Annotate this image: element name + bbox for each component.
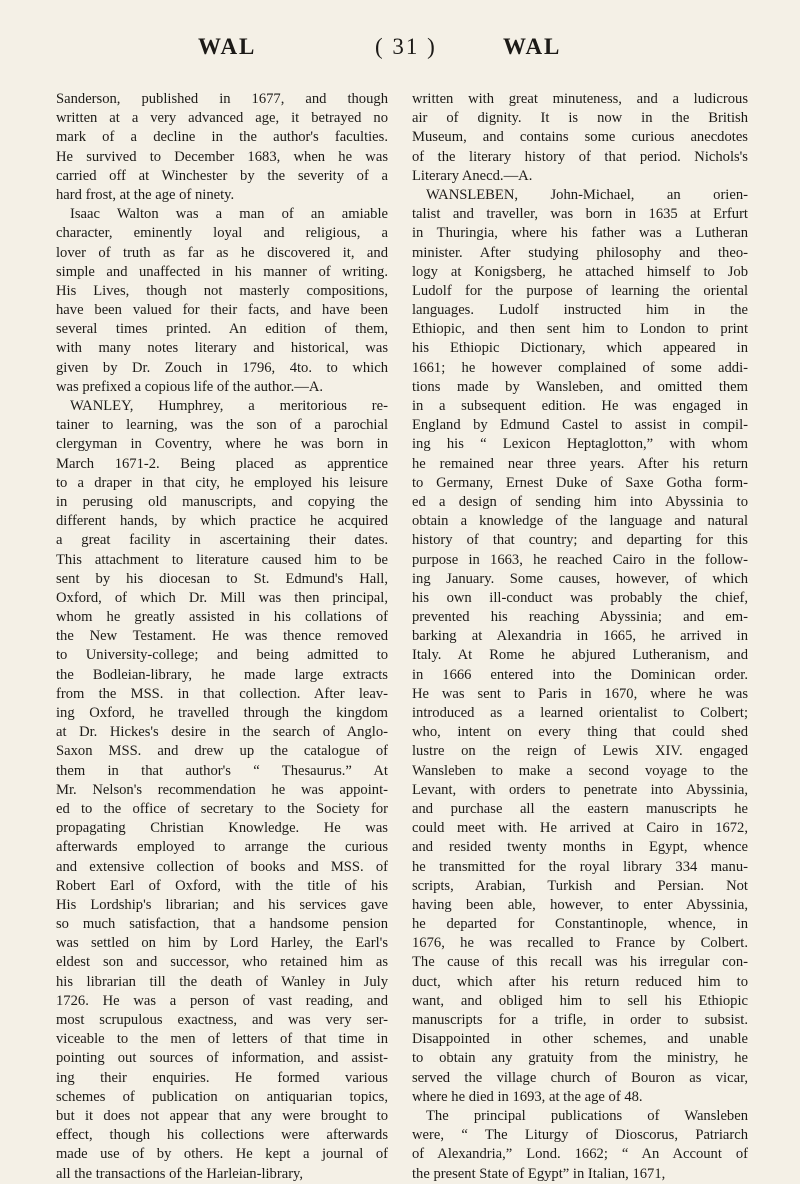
left-column-line: in perusing old manuscripts, and copying the [56,493,388,510]
right-column-line: ing January. Some causes, however, of which [412,570,748,587]
right-column-line: 1661; he however complained of some addi- [412,359,748,376]
right-column-line: logy at Konigsberg, he attached himself to Job [412,263,748,280]
right-column-line: in a subsequent edition. He was engaged in [412,398,748,414]
right-column-line: obtain a knowledge of the language and natural [412,513,748,530]
right-column-line: of Alexandria,” Lond. 1662; “ An Account of [412,1146,748,1163]
right-column-line: manuscripts for a trifle, in order to subsist. [412,1012,748,1028]
right-column-line: want, and obliged him to sell his Ethiopic [412,992,748,1009]
right-column-line: in Thuringia, where his father was a Lutheran [412,225,748,242]
left-column-line: March 1671-2. Being placed as apprentice [56,455,388,472]
right-column-line: were, “ The Liturgy of Dioscorus, Patriarch [412,1127,748,1144]
left-column-line: have been valued for their facts, and have been [56,302,388,319]
left-column-line: WANLEY, Humphrey, a meritorious re- [70,398,388,414]
left-column-line: several times printed. An edition of them, [56,321,388,338]
left-column-line: schemes of publication on antiquarian topics, [56,1088,388,1105]
left-column-line: carried off at Winchester by the severity of a [56,167,388,184]
left-column-line: to a draper in that city, he employed his leisure [56,474,388,491]
right-column-line: Ethiopic, and then sent him to London to print [412,321,748,338]
left-column-line: afterwards employed to arrange the curious [56,839,388,856]
right-column-line: having been able, however, to enter Abyssinia, [412,896,748,913]
right-column-line: he transmitted for the royal library 334 manu- [412,858,748,875]
left-column-line: was settled on him by Lord Harley, the Earl's [56,935,388,952]
right-column-line: his own ill-conduct was probably the chief, [412,589,748,606]
right-column [412,90,748,1182]
left-column-line: His Lives, though not masterly compositions, [56,282,388,299]
left-column-line: and extensive collection of books and MSS. of [56,858,388,875]
right-column-line: where he died in 1693, at the age of 48. [412,1088,643,1105]
right-column-line: lustre on the reign of Lewis XIV. engaged [412,743,748,760]
left-column-line: at Dr. Hickes's desire in the search of Anglo- [56,724,388,741]
right-column-line: scripts, Arabian, Turkish and Persian. Not [412,877,748,894]
left-column-line: simple and unaffected in his manner of writing. [56,263,388,280]
left-column-line: Sanderson, published in 1677, and though [56,91,388,107]
left-column-line: ing Oxford, he travelled through the kingdom [56,705,388,721]
left-column-line: propagating Christian Knowledge. He was [56,820,388,837]
left-column-line: He survived to December 1683, when he was [56,148,388,165]
left-column-line: His Lordship's librarian; and his services gave [56,896,388,913]
right-column-line: England by Edmund Castel to assist in compil- [412,417,748,434]
left-column-line: clergyman in Coventry, where he was born in [56,436,388,453]
left-column-line: them in that author's “ Thesaurus.” At [56,762,388,779]
right-column-line: Levant, with orders to penetrate into Abyssinia, [412,781,748,798]
right-column-line: Wansleben to make a second voyage to the [412,762,748,779]
left-column-line: all the transactions of the Harleian-library, [56,1165,304,1182]
left-column [56,90,388,1182]
left-column-line: pointing out sources of information, and assist- [56,1050,388,1067]
right-column-line: served the village church of Bouron as vicar, [412,1069,748,1086]
right-column-line: his Ethiopic Dictionary, which appeared in [412,340,748,357]
left-column-line: a great facility in ascertaining their dates. [56,532,388,549]
left-column-line: Robert Earl of Oxford, with the title of his [56,877,388,894]
left-column-line: so much satisfaction, that a handsome pension [56,916,388,933]
right-column-line: to Germany, Ernest Duke of Saxe Gotha form- [412,474,748,491]
right-column-line: in 1666 entered into the Dominican order. [412,666,748,683]
left-column-line: eldest son and successor, who retained him as [56,954,388,971]
right-column-line: languages. Ludolf instructed him in the [412,302,748,319]
right-column-line: ing his “ Lexicon Heptaglotton,” with whom [412,436,748,453]
right-column-line: Italy. At Rome he abjured Lutheranism, and [412,647,748,664]
left-column-line: Saxon MSS. and drew up the catalogue of [56,743,388,760]
right-column-line: The cause of this recall was his irregular con- [412,954,748,971]
left-column-line: to University-college; and being admitted to [56,647,388,664]
right-column-line: ed a design of sending him into Abyssinia to [412,493,748,510]
right-column-line: Ludolf for the purpose of learning the oriental [412,282,748,299]
left-column-line: was prefixed a copious life of the author.—A. [56,378,324,395]
right-column-line: The principal publications of Wansleben [426,1107,748,1124]
right-column-line: history of that country; and departing for this [412,532,748,549]
right-column-line: and purchase all the eastern manuscripts he [412,800,748,817]
right-column-line: tions made by Wansleben, and omitted them [412,378,748,395]
left-column-line: sent by his diocesan to St. Edmund's Hall, [56,570,388,587]
left-column-line: Mr. Nelson's recommendation he was appoint- [56,781,388,798]
header-left-word: WAL [198,34,257,59]
left-column-line: lover of truth as far as he discovered it, and [56,244,388,261]
left-column-line: from the MSS. in that collection. After leav- [56,685,388,702]
right-column-line: minister. After studying philosophy and theo- [412,244,748,261]
left-column-line: Oxford, of which Dr. Mill was then principal, [56,589,388,606]
right-column-line: purpose in 1663, he reached Cairo in the follow- [412,551,748,568]
right-column-line: barking at Alexandria in 1665, he arrived in [412,628,748,645]
right-column-line: 1676, he was recalled to France by Colbert. [412,935,748,952]
right-column-line: talist and traveller, was born in 1635 at Erfurt [412,206,748,223]
right-column-line: who, intent on every thing that could shed [412,724,748,741]
left-column-line: made use of by others. He kept a journal of [56,1146,388,1163]
left-column-line: tainer to learning, was the son of a parochial [56,417,388,434]
left-column-line: written at a very advanced age, it betrayed no [56,110,388,127]
right-column-line: to obtain any gratuity from the ministry, he [412,1050,748,1067]
left-column-line: This attachment to literature caused him to be [56,551,388,568]
left-column-line: ed to the office of secretary to the Society for [56,800,388,817]
right-column-line: he departed for Constantinople, whence, in [412,916,748,933]
right-column-line: and resided twenty months in Egypt, whence [412,839,748,856]
right-column-line: Literary Anecd.—A. [412,167,533,184]
right-column-line: Disappointed in other schemes, and unable [412,1031,748,1048]
left-column-line: hard frost, at the age of ninety. [56,186,235,203]
right-column-line: written with great minuteness, and a ludicrous [412,91,748,107]
right-column-line: He was sent to Paris in 1670, where he was [412,685,748,702]
left-column-line: with many notes literary and historical, was [56,340,388,357]
right-column-line: WANSLEBEN, John-Michael, an orien- [426,186,748,203]
right-column-line: of the literary history of that period. Nichols's [412,148,748,165]
left-column-line: the Bodleian-library, he made large extracts [56,666,388,683]
left-column-line: ing their enquiries. He formed various [56,1069,388,1086]
right-column-line: he remained near three years. After his return [412,455,748,472]
left-column-line: the New Testament. He was thence removed [56,628,388,645]
right-column-line: duct, which after his return reduced him to [412,973,748,990]
right-column-line: prevented his reaching Abyssinia; and em- [412,609,748,626]
left-column-line: but it does not appear that any were brought to [56,1107,388,1124]
right-column-line: Museum, and contains some curious anecdotes [412,129,748,146]
left-column-line: most scrupulous exactness, and was very ser- [56,1012,388,1028]
left-column-line: given by Dr. Zouch in 1796, 4to. to which [56,359,388,376]
running-header [0,34,800,68]
right-column-line: introduced as a learned orientalist to Colbert; [412,705,748,721]
left-column-line: 1726. He was a person of vast reading, and [56,992,388,1009]
left-column-line: his librarian till the death of Wanley in July [56,973,388,990]
right-column-line: could meet with. He arrived at Cairo in 1672, [412,820,748,837]
right-column-line: the present State of Egypt” in Italian, 1671, [412,1165,666,1182]
page-number: ( 31 ) [375,34,437,59]
left-column-line: whom he greatly assisted in his collations of [56,609,388,626]
left-column-line: mark of a decline in the author's faculties. [56,129,388,146]
left-column-line: viceable to the men of letters of that time in [56,1031,388,1048]
left-column-line: Isaac Walton was a man of an amiable [70,206,388,223]
header-right-word: WAL [503,34,562,59]
right-column-line: air of dignity. It is now in the British [412,110,748,127]
left-column-line: different hands, by which practice he acquired [56,513,388,530]
left-column-line: effect, though his collections were afterwards [56,1127,388,1144]
left-column-line: character, eminently loyal and religious, a [56,225,388,242]
